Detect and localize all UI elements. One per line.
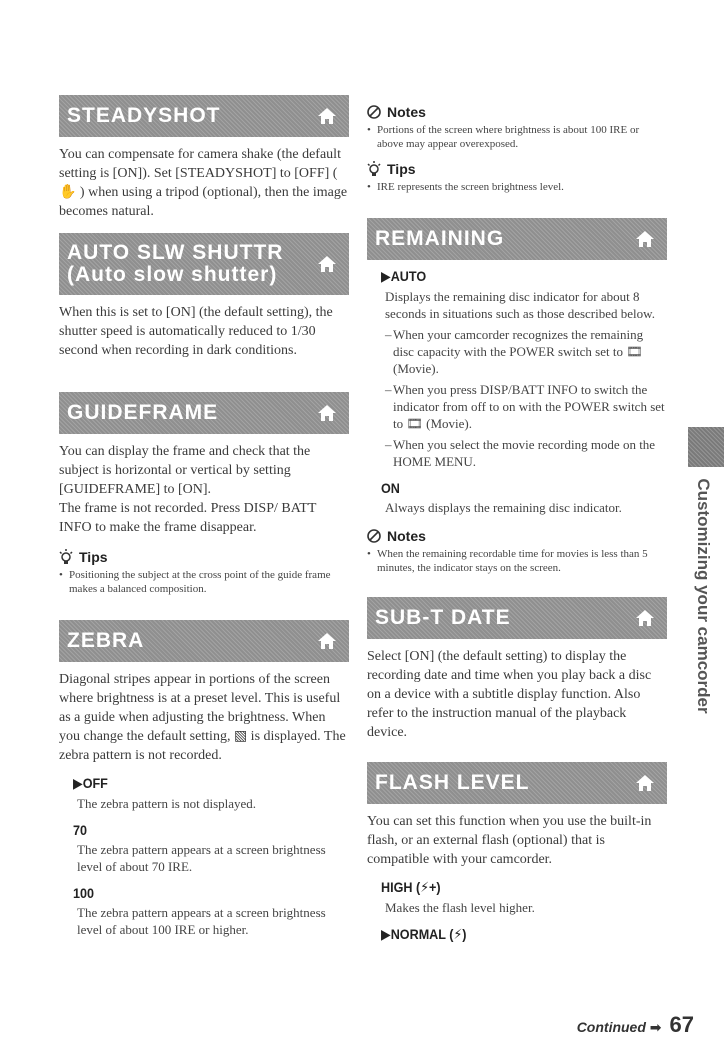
subt-date-title: SUB-T DATE xyxy=(375,606,511,629)
right-column xyxy=(367,100,667,946)
subt-date-header xyxy=(367,597,667,639)
guideframe-body-1: You can display the frame and check that the subject is horizontal or vertical by setting [GUIDEFRAME] to [ON]. xyxy=(59,444,311,497)
continued-label: Continued ➡ xyxy=(576,1019,662,1035)
zebra-option-100-desc: The zebra pattern appears at a screen brightness level of about 100 IRE or higher. xyxy=(77,905,326,937)
auto-slow-title-1: AUTO SLW SHUTTR xyxy=(67,241,284,264)
side-section-label: Customizing your camcorder xyxy=(694,478,713,714)
zebra-body: Diagonal stripes appear in portions of the screen where brightness is at a preset level. This is useful as a guide when adjusting the brightness. When you change the default setting, ▧ is displayed. The zebra pattern is not recorded. xyxy=(59,672,346,763)
guideframe-tip: • Positioning the subject at the cross point of the guide frame makes a balanced composition. xyxy=(59,568,349,596)
guideframe-body-2: The frame is not recorded. Press DISP/ BATT INFO to make the frame disappear. xyxy=(59,501,317,535)
tips-icon xyxy=(59,549,73,565)
remaining-option-on: ON xyxy=(381,480,400,496)
notes-icon xyxy=(367,529,381,543)
remaining-title: REMAINING xyxy=(375,227,505,250)
tips-icon xyxy=(367,161,381,177)
home-icon xyxy=(635,608,655,628)
auto-slow-title-2: (Auto slow shutter) xyxy=(67,263,278,286)
flash-option-high: HIGH (⚡+) xyxy=(381,879,441,895)
home-icon xyxy=(317,106,337,126)
remaining-header xyxy=(367,218,667,260)
zebra-option-off: ▶OFF xyxy=(73,775,108,791)
guideframe-tips-title: Tips xyxy=(59,549,349,565)
tips-title: Tips xyxy=(367,161,667,177)
steadyshot-title: STEADYSHOT xyxy=(67,104,221,127)
remaining-option-on-desc: Always displays the remaining disc indicator. xyxy=(385,500,622,515)
flash-level-title: FLASH LEVEL xyxy=(375,771,530,794)
zebra-header xyxy=(59,620,349,662)
remaining-option-auto-desc: Displays the remaining disc indicator for about 8 seconds in situations such as those described below. xyxy=(385,289,655,321)
zebra-option-70: 70 xyxy=(73,822,88,838)
remaining-option-auto: ▶AUTO xyxy=(381,268,427,284)
notes-title: Notes xyxy=(367,104,667,120)
home-icon xyxy=(317,254,337,274)
home-icon xyxy=(317,403,337,423)
notes-item: • Portions of the screen where brightness is about 100 IRE or above may appear overexposed. xyxy=(367,123,667,151)
zebra-title: ZEBRA xyxy=(67,629,145,652)
remaining-dash-1: – When your camcorder recognizes the remaining disc capacity with the POWER switch set to 🎞 (Movie). xyxy=(393,326,667,377)
page-footer xyxy=(577,1012,694,1038)
home-icon xyxy=(635,773,655,793)
zebra-option-70-desc: The zebra pattern appears at a screen brightness level of about 70 IRE. xyxy=(77,842,326,874)
guideframe-title: GUIDEFRAME xyxy=(67,401,219,424)
home-icon xyxy=(635,229,655,249)
zebra-option-100: 100 xyxy=(73,885,95,901)
steadyshot-header xyxy=(59,95,349,137)
notes-icon xyxy=(367,105,381,119)
tips-item: • IRE represents the screen brightness level. xyxy=(367,180,667,194)
left-column xyxy=(59,95,349,942)
zebra-option-off-desc: The zebra pattern is not displayed. xyxy=(77,796,257,811)
page-number: 67 xyxy=(669,1012,694,1037)
subt-date-body: Select [ON] (the default setting) to display the recording date and time when you play back a disc on a device with a subtitle display function. Also refer to the instruction manual of the playback device. xyxy=(367,649,652,740)
remaining-dash-3: – When you select the movie recording mode on the HOME MENU. xyxy=(393,436,667,470)
flash-level-body: You can set this function when you use the built-in flash, or an external flash (optional) that is compatible with your camcorder. xyxy=(367,814,652,867)
home-icon xyxy=(317,631,337,651)
side-tab-marker xyxy=(688,427,724,467)
flash-option-normal: ▶NORMAL (⚡) xyxy=(381,926,467,942)
guideframe-header xyxy=(59,392,349,434)
flash-option-high-desc: Makes the flash level higher. xyxy=(385,900,535,915)
auto-slow-header xyxy=(59,233,349,295)
auto-slow-body: When this is set to [ON] (the default setting), the shutter speed is automatically reduced to 1/30 second when recording in dark conditions. xyxy=(59,305,333,358)
remaining-dash-2: – When you press DISP/BATT INFO to switch the indicator from off to on with the POWER switch set to 🎞 (Movie). xyxy=(393,381,667,432)
remaining-notes-title: Notes xyxy=(367,528,667,544)
steadyshot-body: You can compensate for camera shake (the default setting is [ON]). Set [STEADYSHOT] to [OFF] ( ✋ ) when using a tripod (optional), then the image becomes natural. xyxy=(59,147,348,219)
remaining-notes-item: • When the remaining recordable time for movies is less than 5 minutes, the indicator stays on the screen. xyxy=(367,547,667,575)
flash-level-header xyxy=(367,762,667,804)
